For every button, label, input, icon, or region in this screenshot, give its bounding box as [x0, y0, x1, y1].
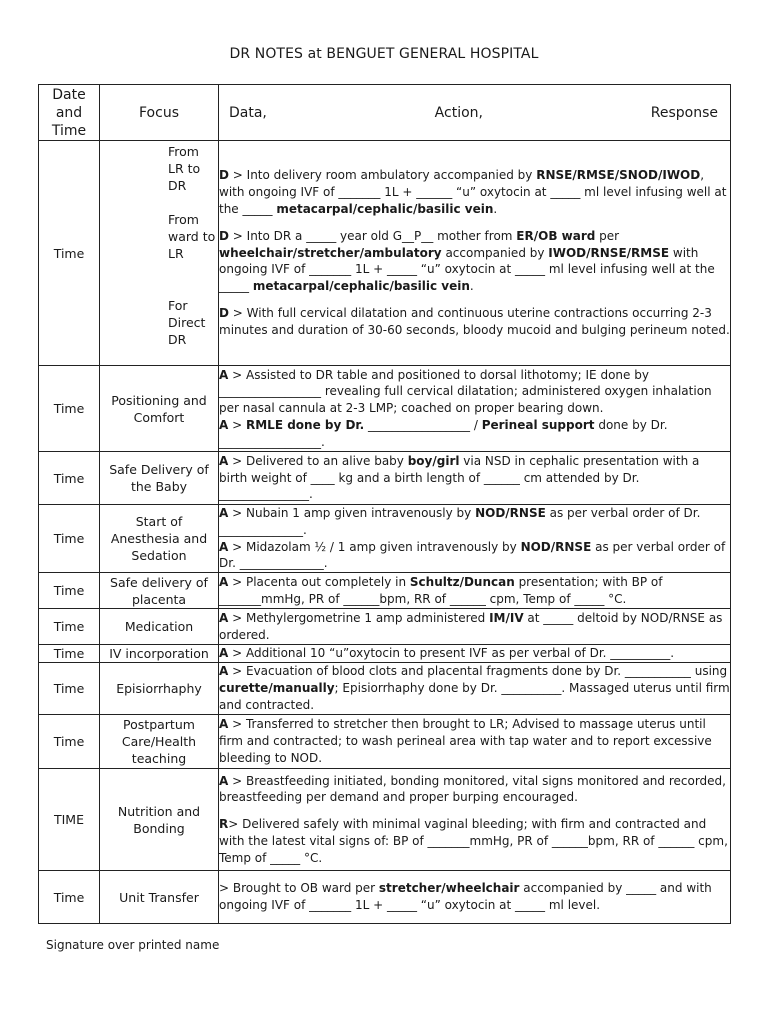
- entry-text: > Into delivery room ambulatory accompanied by: [228, 168, 537, 183]
- dar-prefix: A: [219, 646, 229, 661]
- entry-paragraph: [219, 773, 730, 807]
- data-cell: [219, 505, 731, 573]
- entry-text: > Breastfeeding initiated, bonding monitored, vital signs monitored and recorded, breastfeeding per demand and proper burping encouraged.: [219, 773, 726, 805]
- entry-text: done by Dr. _________________.: [219, 417, 668, 449]
- table-row: [39, 505, 731, 573]
- dar-prefix: D: [219, 168, 229, 183]
- entry-paragraph: [219, 880, 730, 914]
- entry-text: > With full cervical dilatation and continuous uterine contractions occurring 2-3 minutes and duration of 30-60 seconds, bloody mucoid and bulging perineum noted.: [219, 305, 730, 337]
- header-date-time: [39, 85, 100, 141]
- time-cell: TIME: [39, 769, 100, 871]
- header-time: Time: [51, 122, 87, 139]
- header-data: Data,: [229, 104, 267, 121]
- focus-cell: Unit Transfer: [100, 871, 219, 924]
- header-and: and: [55, 104, 83, 121]
- table-row: [39, 573, 731, 609]
- header-row: [39, 85, 731, 141]
- table-row: [39, 452, 731, 505]
- data-cell: [219, 715, 731, 769]
- entry-paragraph: [219, 816, 730, 866]
- entry-text: > Nubain 1 amp given intravenously by: [228, 506, 476, 520]
- entry-text: .: [493, 202, 498, 216]
- dar-prefix: A: [219, 574, 229, 589]
- entry-bold: RMLE done by Dr.: [245, 417, 365, 432]
- time-cell: Time: [39, 645, 100, 663]
- entry-text: as per verbal order of Dr. ______________.: [219, 539, 726, 571]
- time-cell: Time: [39, 715, 100, 769]
- entry-text: at _____ deltoid by NOD/RNSE as ordered.: [219, 610, 723, 642]
- entry-text: _________________ /: [364, 417, 482, 432]
- entry-text: > Placenta out completely in: [228, 574, 410, 589]
- focus-cell: Safe delivery of placenta: [100, 573, 219, 609]
- table-row: [39, 715, 731, 769]
- entry-bold: metacarpal/cephalic/basilic vein: [252, 279, 470, 294]
- entry-bold: NOD/RNSE: [475, 506, 546, 520]
- entry-text: as per verbal order of Dr. ______________.: [219, 506, 701, 537]
- data-cell: [219, 645, 731, 663]
- table-row: [39, 871, 731, 924]
- header-focus: Focus: [100, 85, 219, 141]
- entry-text: > Evacuation of blood clots and placental fragments done by Dr. ___________ using: [228, 664, 728, 679]
- entry-bold: IWOD/RNSE/RMSE: [548, 245, 670, 260]
- entry-bold: curette/manually: [219, 681, 335, 696]
- dar-prefix: A: [219, 453, 229, 468]
- entry-text: > Methylergometrine 1 amp administered: [228, 610, 490, 625]
- focus-from-lr-to-dr: From LR to DR: [168, 144, 201, 193]
- focus-cell: Episiorrhaphy: [100, 663, 219, 715]
- time-cell: Time: [39, 141, 100, 366]
- signature-line: Signature over printed name: [46, 938, 220, 952]
- time-cell: Time: [39, 871, 100, 924]
- entry-bold: wheelchair/stretcher/ambulatory: [219, 245, 442, 260]
- table-row: [39, 663, 731, 715]
- table-row: [39, 769, 731, 871]
- data-cell: [219, 573, 731, 609]
- entry-paragraph: [219, 645, 730, 662]
- entry-bold: Perineal support: [481, 417, 595, 432]
- entry-paragraph: [219, 228, 730, 295]
- data-cell: [219, 871, 731, 924]
- entry-paragraph: [219, 453, 730, 503]
- dar-prefix: A: [219, 717, 229, 732]
- focus-cell: Start of Anesthesia and Sedation: [100, 505, 219, 573]
- data-cell: [219, 452, 731, 505]
- focus-from-ward-to-lr: From ward to LR: [168, 212, 216, 261]
- entry-text: > Additional 10 “u”oxytocin to present IVF as per verbal of Dr. __________.: [228, 646, 675, 661]
- dar-prefix: D: [219, 305, 229, 320]
- entry-paragraph: [219, 610, 730, 644]
- entry-text: accompanied by _____ and with ongoing IVF of _______ 1L + _____ “u” oxytocin at _____ ml level.: [219, 881, 712, 913]
- entry-text: > Brought to OB ward per: [219, 881, 379, 896]
- data-cell: [219, 141, 731, 366]
- entry-bold: Schultz/Duncan: [409, 574, 515, 589]
- dar-prefix: A: [219, 367, 229, 382]
- table-row: [39, 645, 731, 663]
- entry-paragraph: [219, 663, 730, 713]
- entry-text: .: [469, 279, 474, 294]
- entry-paragraph: [219, 574, 730, 608]
- time-cell: Time: [39, 609, 100, 645]
- focus-cell: IV incorporation: [100, 645, 219, 663]
- time-cell: Time: [39, 663, 100, 715]
- entry-bold: boy/girl: [407, 453, 460, 468]
- entry-bold: stretcher/wheelchair: [378, 881, 520, 896]
- dar-prefix: R: [219, 817, 229, 832]
- entry-text: per: [595, 228, 620, 243]
- time-cell: Time: [39, 505, 100, 573]
- data-cell: [219, 769, 731, 871]
- entry-text: ; Episiorrhaphy done by Dr. __________. Massaged uterus until firm and contracted.: [219, 681, 730, 713]
- entry-paragraph: [219, 167, 730, 217]
- time-cell: Time: [39, 573, 100, 609]
- data-cell: [219, 609, 731, 645]
- time-cell: Time: [39, 366, 100, 452]
- dar-prefix: A: [219, 506, 229, 520]
- entry-bold: metacarpal/cephalic/basilic vein: [276, 202, 494, 216]
- dar-prefix: A: [219, 610, 229, 625]
- time-cell: Time: [39, 452, 100, 505]
- entry-paragraph: [219, 505, 730, 539]
- focus-cell: Medication: [100, 609, 219, 645]
- page-title: DR NOTES at BENGUET GENERAL HOSPITAL: [229, 46, 539, 62]
- focus-cell: Nutrition and Bonding: [100, 769, 219, 871]
- header-date: Date: [52, 86, 86, 103]
- focus-cell: [100, 141, 219, 366]
- focus-cell: Postpartum Care/Health teaching: [100, 715, 219, 769]
- entry-paragraph: [219, 305, 730, 339]
- entry-bold: NOD/RNSE: [520, 539, 592, 554]
- table-row: [39, 366, 731, 452]
- entry-text: via NSD in cephalic presentation with a birth weight of ____ kg and a birth length of ______ cm attended by Dr. _______________.: [219, 453, 700, 502]
- entry-bold: RNSE/RMSE/SNOD/IWOD: [536, 168, 701, 183]
- entry-text: > Assisted to DR table and positioned to dorsal lithotomy; IE done by _________________ revealing full cervical dilatation; administered oxygen inhalation per nasal cannula at 2-3 LMP; coached on proper bearing down.: [219, 367, 712, 416]
- entry-bold: IM/IV: [489, 610, 524, 625]
- data-cell: [219, 663, 731, 715]
- entry-text: , with ongoing IVF of _______ 1L + ______ “u” oxytocin at _____ ml level infusing well at the _____: [219, 168, 727, 216]
- table-row: [39, 141, 731, 366]
- entry-text: with ongoing IVF of _______ 1L + _____ “u” oxytocin at _____ ml level infusing well at the _____: [219, 245, 715, 294]
- dar-prefix: A: [219, 664, 229, 679]
- entry-text: > Into DR a _____ year old G__P__ mother from: [228, 228, 517, 243]
- focus-for-direct-dr: For Direct DR: [168, 298, 206, 347]
- data-cell: [219, 366, 731, 452]
- entry-paragraph: [219, 417, 730, 451]
- dar-prefix: A: [219, 773, 229, 788]
- focus-cell: Positioning and Comfort: [100, 366, 219, 452]
- header-response: Response: [650, 104, 718, 121]
- dar-prefix: A: [219, 539, 229, 554]
- entry-text: accompanied by: [441, 245, 549, 260]
- entry-text: presentation; with BP of _______mmHg, PR of ______bpm, RR of ______ cpm, Temp of _____ °C.: [219, 574, 663, 606]
- entry-paragraph: [219, 539, 730, 573]
- entry-text: >: [228, 417, 246, 432]
- entry-text: > Delivered to an alive baby: [228, 453, 408, 468]
- dr-notes-table: [38, 84, 731, 924]
- table-row: [39, 609, 731, 645]
- entry-paragraph: [219, 716, 730, 766]
- entry-text: > Delivered safely with minimal vaginal bleeding; with firm and contracted and with the latest vital signs of: BP of _______mmHg, PR of ______bpm, RR of ______ cpm, Temp of _____ °C.: [219, 817, 728, 865]
- entry-bold: ER/OB ward: [516, 228, 596, 243]
- entry-paragraph: [219, 367, 730, 417]
- entry-text: > Midazolam ½ / 1 amp given intravenously by: [228, 539, 521, 554]
- dar-prefix: D: [219, 228, 229, 243]
- entry-text: > Transferred to stretcher then brought to LR; Advised to massage uterus until firm and contracted; to wash perineal area with tap water and to report excessive bleeding to NOD.: [219, 717, 712, 766]
- dar-prefix: A: [219, 417, 229, 432]
- focus-cell: Safe Delivery of the Baby: [100, 452, 219, 505]
- header-dar: [219, 85, 731, 141]
- header-action: Action,: [434, 104, 483, 121]
